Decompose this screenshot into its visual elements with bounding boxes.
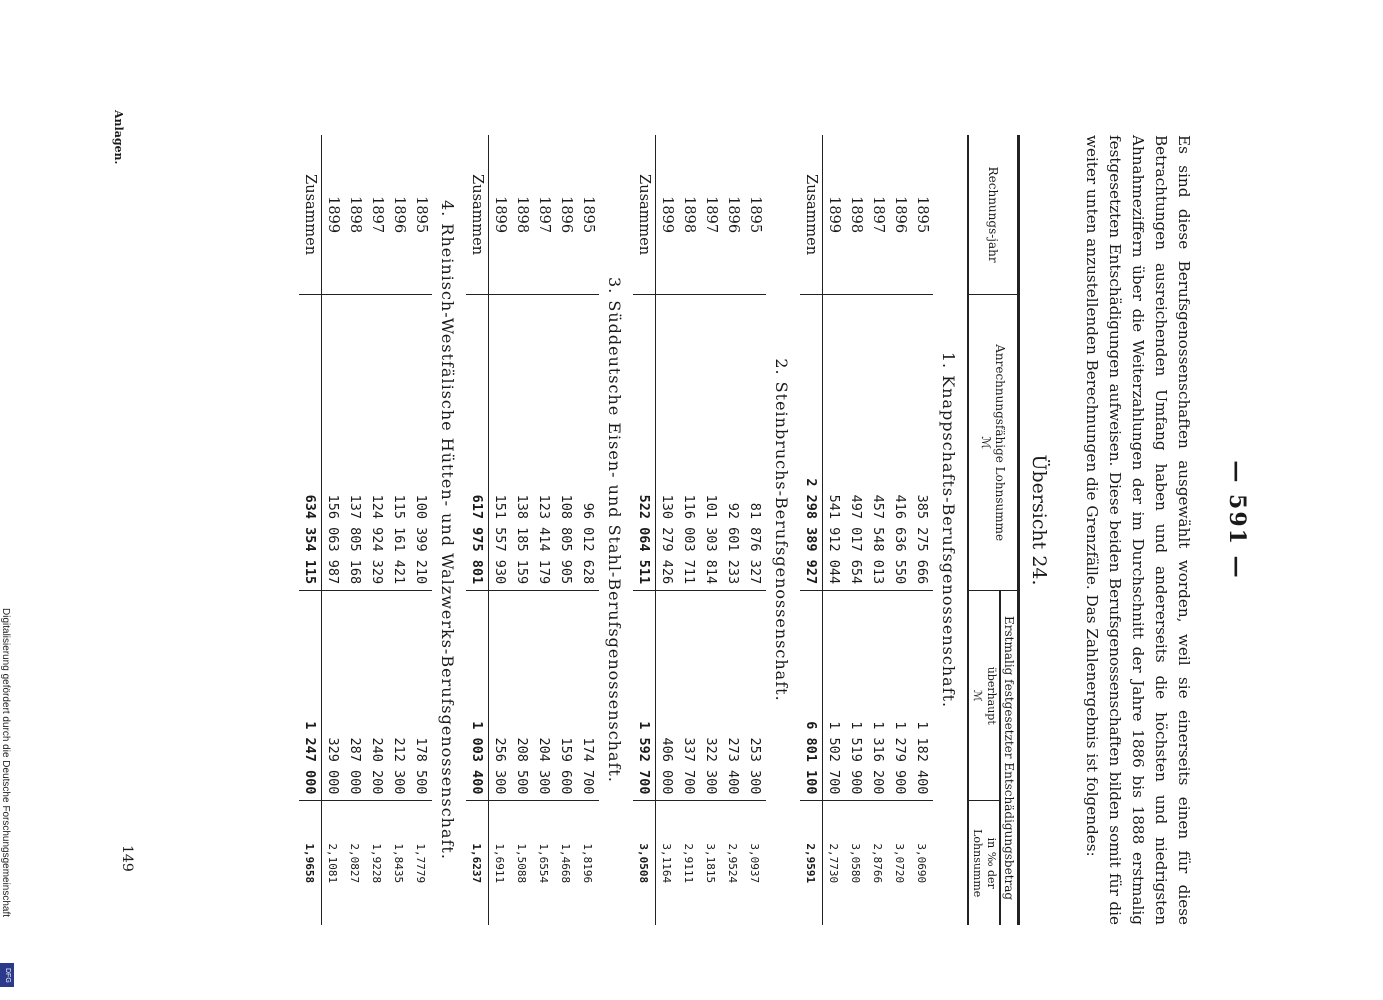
amount-cell: 287 000 [344,591,366,801]
total-amount: 1 247 000 [299,591,322,801]
header-year [968,135,1019,295]
permille-cell: 2,7730 [827,843,841,884]
amount-cell: 406 000 [656,591,679,801]
permille-cell: 3,1815 [704,843,718,884]
year-cell: 1895 [911,135,933,295]
total-amount: 1 003 400 [466,591,489,801]
credit-text: Digitalisierung gefördert durch die Deutsche Forschungsgemeinschaft [0,608,11,918]
total-wages: 634 354 115 [299,295,322,591]
table-row [322,135,345,925]
wages-cell: 541 912 044 [823,295,846,591]
amount-cell: 1 519 900 [845,591,867,801]
year-cell: 1899 [322,135,345,295]
wages-cell: 137 805 168 [344,295,366,591]
total-permille: 2,9591 [800,801,823,925]
permille-cell: 2,8766 [871,843,885,884]
table-body [299,135,968,925]
total-row [633,135,656,925]
amount-cell: 204 300 [533,591,555,801]
dfg-logo: DFG [0,963,14,987]
permille-cell: 2,9111 [682,843,696,884]
year-cell: 1897 [366,135,388,295]
header-wages-label: Anrechnungsfähige Lohnsumme [993,344,1007,542]
footer-annex-label: Anlagen. [112,110,125,165]
year-cell: 1895 [744,135,766,295]
amount-cell: 273 400 [722,591,744,801]
page-number: — 591 — [1224,460,1250,580]
permille-cell: 3,0690 [915,843,929,884]
wages-cell: 385 275 666 [911,295,933,591]
wages-cell: 130 279 426 [656,295,679,591]
year-cell: 1899 [656,135,679,295]
amount-cell: 1 182 400 [911,591,933,801]
total-permille: 1,9658 [299,801,322,925]
year-cell: 1896 [388,135,410,295]
wages-cell: 151 557 930 [489,295,512,591]
year-cell: 1898 [344,135,366,295]
year-cell: 1896 [555,135,577,295]
year-cell: 1899 [823,135,846,295]
header-compensation-group: Erstmalig festgesetzter Entschädigungsbetrag [1000,591,1019,925]
header-amount-unit: ℳ [971,689,984,702]
table-row [511,135,533,925]
amount-cell: 240 200 [366,591,388,801]
table-row [678,135,700,925]
section-heading-row [933,135,968,925]
permille-cell: 2,1081 [326,843,340,884]
permille-cell: 3,0580 [849,843,863,884]
table-row [577,135,599,925]
section-heading-row [766,135,800,925]
header-amount-label: überhaupt [985,666,998,725]
total-amount: 1 592 700 [633,591,656,801]
section-title: 4. Rheinisch-Westfälische Hütten- und Walzwerks-Berufsgenossenschaft. [438,200,458,860]
permille-cell: 3,0720 [893,843,907,884]
amount-cell: 1 279 900 [889,591,911,801]
table-row [656,135,679,925]
wages-cell: 96 012 628 [577,295,599,591]
total-label: Zusammen [800,135,823,295]
year-cell: 1899 [489,135,512,295]
total-label: Zusammen [633,135,656,295]
total-wages: 617 975 801 [466,295,489,591]
digitization-credit [0,608,16,998]
table-row [533,135,555,925]
wages-cell: 100 399 210 [410,295,432,591]
total-wages: 522 064 511 [633,295,656,591]
amount-cell: 1 502 700 [823,591,846,801]
wages-cell: 497 017 654 [845,295,867,591]
total-row [800,135,823,925]
header-amount [968,591,1000,801]
permille-cell: 3,0937 [748,843,762,884]
year-cell: 1897 [867,135,889,295]
year-cell: 1898 [845,135,867,295]
table-row [744,135,766,925]
wages-cell: 92 601 233 [722,295,744,591]
header-year-label: Rechnungs-jahr [986,166,1000,263]
section-heading-row [599,135,633,925]
footer-sheet-number: 149 [119,845,135,872]
wages-cell: 123 414 179 [533,295,555,591]
wages-cell: 416 636 550 [889,295,911,591]
wages-cell: 116 003 711 [678,295,700,591]
amount-cell: 1 316 200 [867,591,889,801]
amount-cell: 174 700 [577,591,599,801]
table-row [700,135,722,925]
total-wages: 2 298 389 927 [800,295,823,591]
amount-cell: 159 600 [555,591,577,801]
wages-cell: 108 805 905 [555,295,577,591]
table-row [722,135,744,925]
year-cell: 1897 [700,135,722,295]
permille-cell: 1,6911 [493,843,507,884]
table-row [845,135,867,925]
table-row [344,135,366,925]
header-wages [968,295,1019,591]
permille-cell: 1,6554 [537,843,551,884]
section-heading-row [432,135,466,925]
table-row [555,135,577,925]
amount-cell: 329 000 [322,591,345,801]
table-row [911,135,933,925]
total-permille: 3,0508 [633,801,656,925]
table-row [410,135,432,925]
wages-cell: 138 185 159 [511,295,533,591]
wages-cell: 101 303 814 [700,295,722,591]
permille-cell: 2,9524 [726,843,740,884]
wages-cell: 457 548 013 [867,295,889,591]
year-cell: 1896 [889,135,911,295]
permille-cell: 1,9228 [370,843,384,884]
table-row [867,135,889,925]
table-row [489,135,512,925]
table-row [388,135,410,925]
wages-cell: 156 063 987 [322,295,345,591]
amount-cell: 208 500 [511,591,533,801]
total-label: Zusammen [299,135,322,295]
permille-cell: 2,0827 [348,843,362,884]
wages-cell: 124 924 329 [366,295,388,591]
rotated-page [112,110,1250,930]
intro-paragraph: Es sind diese Berufsgenossenschaften ausgewählt worden, weil sie einerseits einen für diese Betrachtungen ausreichenden Umfang haben und andererseits die höchsten und niedrigsten Ahnahmeziffern über die Weiterzahlungen der im Durchschnitt der Jahre 1886 bis 1888 erstmalig festgesetzten Entschädigungen aufweisen. Diese beiden Berufsgenossenschaften bilden somit für die weiter unten anzustellenden Berechnungen die Grenzfälle. Das Zahlenergebnis ist folgendes: [1083,135,1193,925]
total-label: Zusammen [466,135,489,295]
year-cell: 1898 [511,135,533,295]
table-row [366,135,388,925]
year-cell: 1898 [678,135,700,295]
permille-cell: 1,4668 [559,843,573,884]
amount-cell: 337 700 [678,591,700,801]
permille-cell: 3,1164 [660,843,674,884]
year-cell: 1895 [410,135,432,295]
year-cell: 1895 [577,135,599,295]
total-row [299,135,322,925]
total-permille: 1,6237 [466,801,489,925]
section-title: 2. Steinbruchs-Berufsgenossenschaft. [772,358,792,702]
amount-cell: 212 300 [388,591,410,801]
permille-cell: 1,8435 [392,843,406,884]
wages-cell: 81 876 327 [744,295,766,591]
amount-cell: 256 300 [489,591,512,801]
amount-cell: 178 500 [410,591,432,801]
wages-cell: 115 161 421 [388,295,410,591]
permille-cell: 1,8196 [581,843,595,884]
permille-cell: 1,7779 [414,843,428,884]
total-amount: 6 801 100 [800,591,823,801]
total-row [466,135,489,925]
amount-cell: 322 300 [700,591,722,801]
header-wages-unit: ℳ [979,436,993,450]
amount-cell: 253 300 [744,591,766,801]
section-title: 3. Süddeutsche Eisen- und Stahl-Berufsgenossenschaft. [605,277,625,783]
year-cell: 1897 [533,135,555,295]
header-permille: in ‰ der Lohnsumme [968,801,1000,925]
permille-cell: 1,5088 [515,843,529,884]
table-row [889,135,911,925]
table-row [823,135,846,925]
table-title: Übersicht 24. [1028,454,1050,586]
section-title: 1. Knappschafts-Berufsgenossenschaft. [939,351,959,709]
statistics-table [299,135,1020,925]
year-cell: 1896 [722,135,744,295]
